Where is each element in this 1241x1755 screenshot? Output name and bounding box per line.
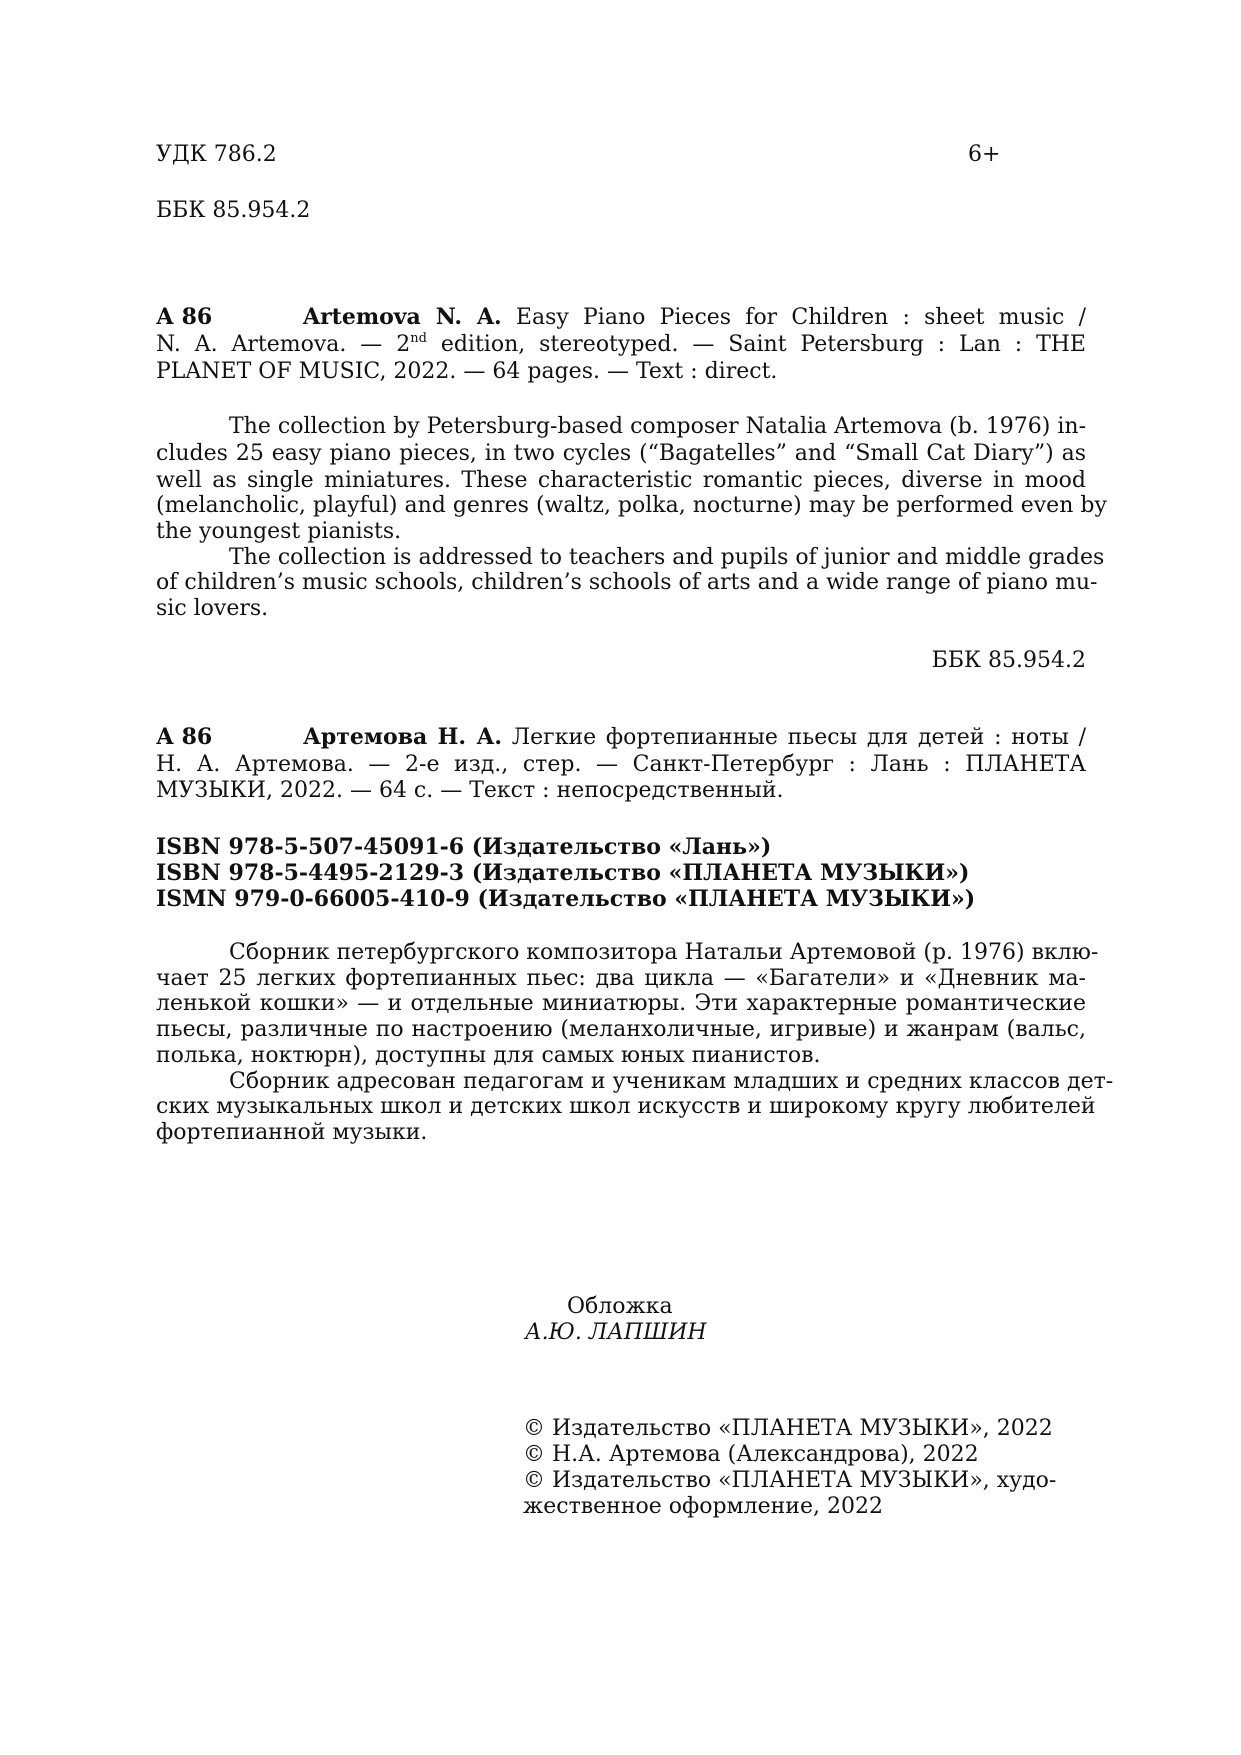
copyright-line: © Н.А. Артемова (Александрова), 2022 (523, 1442, 979, 1467)
english-edition-pre: N. A. Artemova. — 2 (156, 332, 411, 357)
copyright-line: © Издательство «ПЛАНЕТА МУЗЫКИ», худо- (523, 1468, 1057, 1493)
bbk-code: ББК 85.954.2 (156, 198, 311, 223)
age-rating: 6+ (968, 142, 1001, 167)
russian-record-line-2: Н. А. Артемова. — 2-е изд., стер. — Санкт-Петербург : Лань : ПЛАНЕТА (156, 752, 1086, 777)
english-edition-post: edition, stereotyped. — Saint Petersburg : Lan : THE (440, 332, 1086, 357)
russian-abstract-line: Сборник адресован педагогам и ученикам младших и средних классов дет- (229, 1069, 1114, 1094)
english-abstract-line: The collection by Petersburg-based composer Natalia Artemova (b. 1976) in- (229, 414, 1086, 439)
english-bbk-right: ББК 85.954.2 (931, 648, 1086, 673)
cover-label: Обложка (567, 1294, 673, 1319)
russian-abstract-line: Сборник петербургского композитора Натальи Артемовой (р. 1976) вклю- (229, 940, 1099, 965)
russian-abstract-line: фортепианной музыки. (156, 1120, 428, 1145)
english-abstract-line: well as single miniatures. These characteristic romantic pieces, diverse in mood (156, 468, 1086, 493)
english-abstract-line: cludes 25 easy piano pieces, in two cycles (“Bagatelles” and “Small Cat Diary”) as (156, 441, 1086, 466)
russian-abstract-line: пьесы, различные по настроению (меланхоличные, игривые) и жанрам (вальс, (156, 1017, 1086, 1042)
english-abstract-line: (melancholic, playful) and genres (waltz, polka, nocturne) may be performed even by (156, 493, 1107, 518)
english-record-line-1 (303, 304, 1086, 331)
english-record-code: А 86 (156, 304, 213, 330)
russian-abstract-line: чает 25 легких фортепианных пьес: два цикла — «Багатели» и «Дневник ма- (156, 966, 1086, 991)
russian-record-line-3: МУЗЫКИ, 2022. — 64 с. — Текст : непосредственный. (156, 778, 784, 803)
english-abstract-line: of children’s music schools, children’s schools of arts and a wide range of piano mu- (156, 570, 1098, 595)
udk-code: УДК 786.2 (156, 142, 277, 167)
russian-abstract-line: полька, ноктюрн), доступны для самых юных пианистов. (156, 1043, 821, 1068)
russian-abstract-line: ленькой кошки» — и отдельные миниатюры. Эти характерные романтические (156, 991, 1086, 1016)
cover-artist: А.Ю. ЛАПШИН (525, 1320, 707, 1345)
english-record-line-2 (156, 331, 1086, 358)
copyright-line: © Издательство «ПЛАНЕТА МУЗЫКИ», 2022 (523, 1416, 1053, 1441)
english-record-line-3: PLANET OF MUSIC, 2022. — 64 pages. — Text : direct. (156, 359, 778, 384)
russian-abstract-line: ских музыкальных школ и детских школ искусств и широкому кругу любителей (156, 1094, 1096, 1119)
isbn-planeta: ISBN 978-5-4495-2129-3 (Издательство «ПЛАНЕТА МУЗЫКИ») (156, 860, 970, 886)
copyright-line: жественное оформление, 2022 (523, 1494, 883, 1519)
russian-record-code: А 86 (156, 724, 213, 750)
russian-author: Артемова Н. А. (303, 724, 503, 750)
english-edition-sup: nd (410, 331, 427, 346)
russian-record-line-1 (303, 724, 1086, 751)
isbn-lan: ISBN 978-5-507-45091-6 (Издательство «Лань») (156, 834, 772, 860)
ismn-planeta: ISMN 979-0-66005-410-9 (Издательство «ПЛАНЕТА МУЗЫКИ») (156, 886, 976, 912)
english-author: Artemova N. A. (303, 304, 502, 330)
russian-title: Легкие фортепианные пьесы для детей : ноты / (511, 725, 1086, 750)
english-abstract-line: the youngest pianists. (156, 519, 402, 544)
english-abstract-line: The collection is addressed to teachers and pupils of junior and middle grades (229, 545, 1105, 570)
english-title: Easy Piano Pieces for Children : sheet music / (515, 305, 1086, 330)
english-abstract-line: sic lovers. (156, 596, 269, 621)
